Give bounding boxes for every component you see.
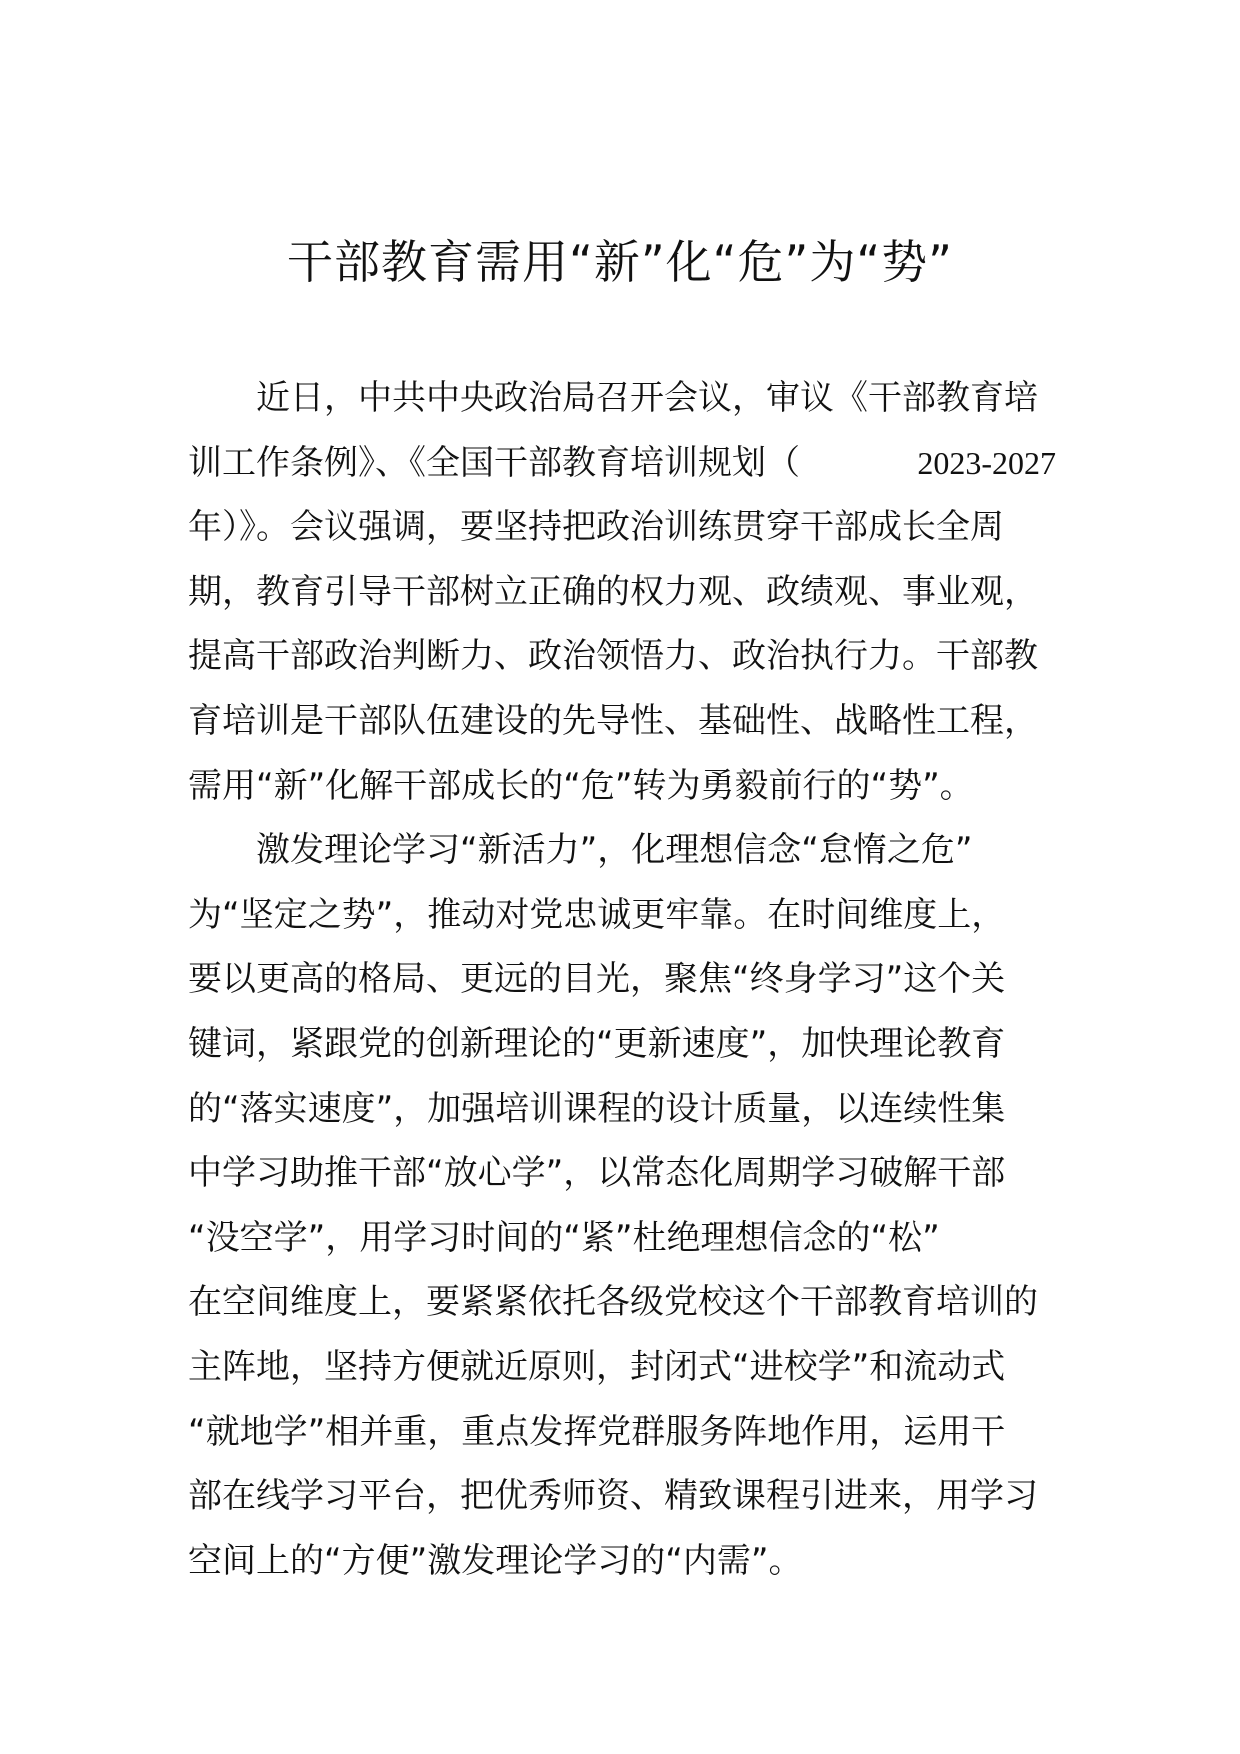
text-line: 在空间维度上，要紧紧依托各级党校这个干部教育培训的	[188, 1282, 1038, 1323]
paragraph-1	[188, 366, 1056, 818]
text-line: 年）》。会议强调，要坚持把政治训练贯穿干部成长全周	[188, 507, 1004, 548]
text-line: 的“落实速度”，加强培训课程的设计质量，以连续性集	[188, 1088, 1006, 1129]
text-line-segment: 训工作条例》、《全国干部教育培训规划（	[188, 442, 800, 483]
text-line: 要以更高的格局、更远的目光，聚焦“终身学习”这个关	[188, 959, 1006, 1000]
text-line: 期，教育引导干部树立正确的权力观、政绩观、事业观，	[188, 571, 1038, 612]
text-line: 需用“新”化解干部成长的“危”转为勇毅前行的“势”。	[188, 765, 974, 806]
text-line: “就地学”相并重，重点发挥党群服务阵地作用，运用干	[188, 1411, 1006, 1452]
paragraph-2	[188, 818, 1056, 1593]
text-line: 中学习助推干部“放心学”，以常态化周期学习破解干部	[188, 1153, 1006, 1194]
text-line: “没空学”，用学习时间的“紧”杜绝理想信念的“松”	[188, 1217, 940, 1258]
document-title: 干部教育需用“新”化“危”为“势”	[287, 235, 953, 289]
text-line: 部在线学习平台，把优秀师资、精致课程引进来，用学习	[188, 1476, 1038, 1517]
year-range: 2023-2027	[917, 444, 1056, 481]
text-line: 键词，紧跟党的创新理论的“更新速度”，加快理论教育	[188, 1023, 1006, 1064]
text-line: 为“坚定之势”，推动对党忠诚更牢靠。在时间维度上，	[188, 894, 1006, 935]
text-line: 空间上的“方便”激发理论学习的“内需”。	[188, 1540, 803, 1581]
text-line: 主阵地，坚持方便就近原则，封闭式“进校学”和流动式	[188, 1346, 1006, 1387]
text-line	[188, 431, 1056, 496]
text-line: 育培训是干部队伍建设的先导性、基础性、战略性工程，	[188, 700, 1038, 741]
text-line: 近日，中共中央政治局召开会议，审议《干部教育培	[256, 378, 1038, 418]
text-line: 提高干部政治判断力、政治领悟力、政治执行力。干部教	[188, 636, 1038, 677]
text-line: 激发理论学习“新活力”，化理想信念“怠惰之危”	[256, 830, 973, 871]
document-body	[188, 366, 1056, 1593]
